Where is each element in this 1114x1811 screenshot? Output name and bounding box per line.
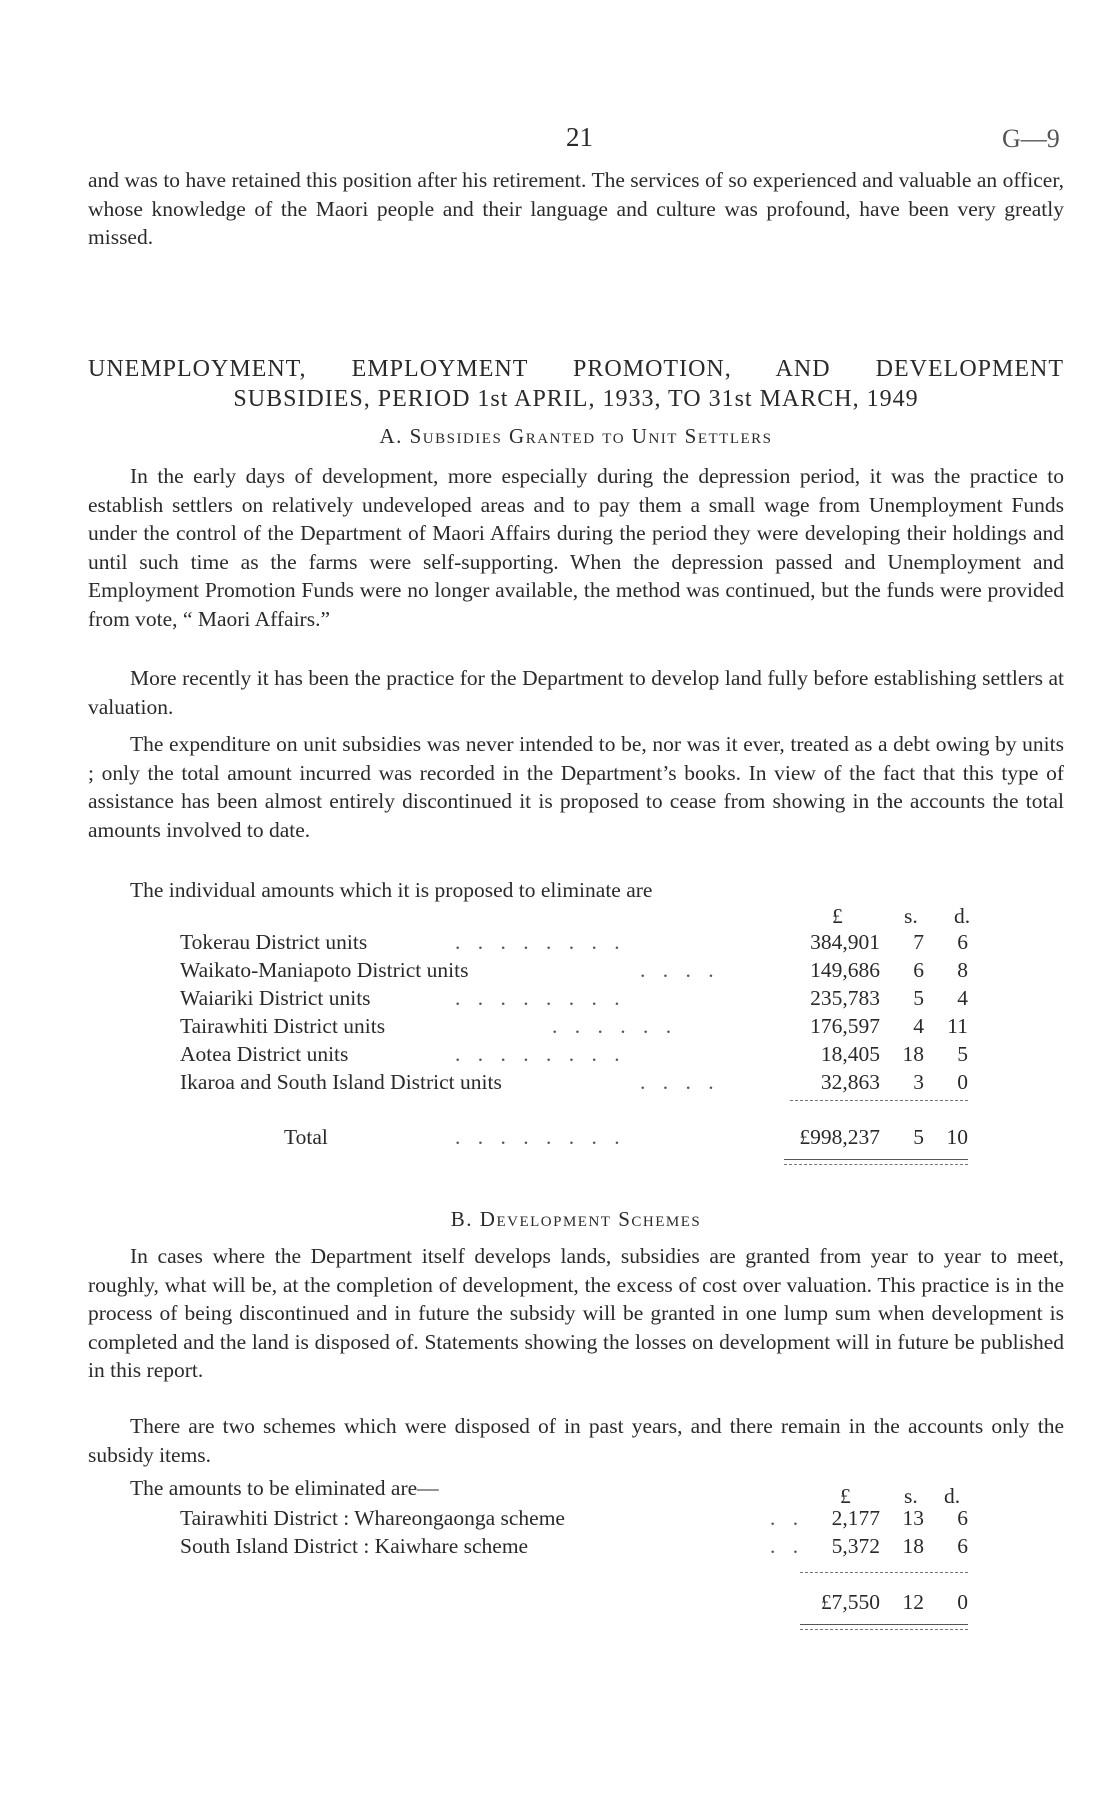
row-label: Waikato-Maniapoto District units: [180, 958, 469, 982]
document-reference: G—9: [1002, 124, 1060, 153]
row-shillings: 7: [913, 930, 924, 954]
row-shillings: 18: [902, 1534, 924, 1558]
main-heading-line1: UNEMPLOYMENT, EMPLOYMENT PROMOTION, AND DEVELOPMENT: [88, 356, 1064, 382]
page-header: [0, 122, 1114, 162]
total-label: Total: [284, 1125, 328, 1149]
row-label: Waiariki District units: [180, 986, 371, 1010]
row-pence: 11: [947, 1014, 968, 1038]
row-label: Tairawhiti District units: [180, 1014, 386, 1038]
row-shillings: 6: [913, 958, 924, 982]
row-pence: 8: [957, 958, 968, 982]
col-header-shillings: s.: [904, 1484, 918, 1508]
subtotal-rule: [800, 1572, 968, 1573]
intro-paragraph: and was to have retained this position after his retirement. The services of so experienced and valuable an officer, whose knowledge of the Maori people and their language and culture was profound, have been very greatly missed.: [88, 168, 1064, 249]
row-pence: 6: [957, 930, 968, 954]
row-shillings: 5: [913, 986, 924, 1010]
row-pounds: 32,863: [820, 1070, 880, 1094]
row-pounds: 5,372: [831, 1534, 880, 1558]
section-a-paragraph-2: More recently it has been the practice for the Department to develop land fully before establishing settlers at valuation.: [88, 666, 1064, 719]
row-pence: 4: [957, 986, 968, 1010]
total-leader-dots: . . . . . . . .: [455, 1125, 626, 1149]
total-shillings: 5: [913, 1125, 924, 1149]
col-header-pence: d.: [944, 1484, 961, 1508]
section-a-heading: A. Subsidies Granted to Unit Settlers: [379, 424, 773, 448]
section-a-paragraph-4: The individual amounts which it is proposed to eliminate are: [130, 878, 653, 902]
row-pounds: 2,177: [831, 1506, 880, 1530]
table-intro: The amounts to be eliminated are—: [130, 1476, 439, 1500]
col-header-pounds: £: [832, 904, 843, 928]
section-b-paragraph-1: In cases where the Department itself develops lands, subsidies are granted from year to year to meet, roughly, what will be, at the completion of development, the excess of cost over valuation. This practice is in the process of being discontinued and in future the subsidy will be granted in one lump sum when development is completed and the land is disposed of. Statements showing the losses on development will in future be published in this report.: [88, 1244, 1064, 1382]
total-rule-1: [800, 1624, 968, 1625]
row-label: South Island District : Kaiwhare scheme: [180, 1534, 529, 1558]
section-a-paragraph-1: In the early days of development, more especially during the depression period, it was the practice to establish settlers on relatively undeveloped areas and to pay them a small wage from Unemployment Funds under the control of the Department of Maori Affairs during the period they were developing their holdings and until such time as the farms were self-supporting. When the depression passed and Unemployment and Employment Promotion Funds were no longer available, the method was continued, but the funds were provided from vote, “ Maori Affairs.”: [88, 464, 1064, 631]
total-pounds: £7,550: [820, 1590, 880, 1614]
row-pence: 5: [957, 1042, 968, 1066]
main-heading: [88, 354, 1064, 414]
row-leader-dots: . .: [770, 1506, 805, 1530]
row-leader-dots: . . . . . . . .: [455, 930, 626, 954]
row-leader-dots: . . . . . . . .: [455, 986, 626, 1010]
row-leader-dots: . . . .: [640, 1070, 720, 1094]
section-a-paragraph-3: The expenditure on unit subsidies was never intended to be, nor was it ever, treated as a debt owing by units ; only the total amount incurred was recorded in the Department’s books. In view of the fact that this type of assistance has been almost entirely discontinued it is proposed to cease from showing in the accounts the total amounts involved to date.: [88, 732, 1064, 842]
row-pence: 6: [957, 1506, 968, 1530]
total-rule-2: [784, 1164, 968, 1165]
row-leader-dots: . . . .: [640, 958, 720, 982]
row-label: Tokerau District units: [180, 930, 368, 954]
col-header-pounds: £: [840, 1484, 851, 1508]
total-pounds: £998,237: [799, 1125, 880, 1149]
col-header-shillings: s.: [904, 904, 918, 928]
total-pence: 10: [946, 1125, 968, 1149]
total-shillings: 12: [902, 1590, 924, 1614]
row-leader-dots: . .: [770, 1534, 805, 1558]
row-shillings: 3: [913, 1070, 924, 1094]
row-pounds: 384,901: [810, 930, 880, 954]
row-pence: 6: [957, 1534, 968, 1558]
row-label: Aotea District units: [180, 1042, 349, 1066]
row-pounds: 235,783: [810, 986, 880, 1010]
row-shillings: 4: [913, 1014, 924, 1038]
row-label: Ikaroa and South Island District units: [180, 1070, 502, 1094]
row-leader-dots: . . . . . . . .: [455, 1042, 626, 1066]
row-leader-dots: . . . . . .: [552, 1014, 678, 1038]
row-shillings: 18: [902, 1042, 924, 1066]
total-pence: 0: [957, 1590, 968, 1614]
row-pounds: 18,405: [820, 1042, 880, 1066]
page-number: 21: [566, 122, 593, 152]
row-label: Tairawhiti District : Whareongaonga scheme: [180, 1506, 565, 1530]
total-rule-1: [784, 1159, 968, 1160]
col-header-pence: d.: [954, 904, 971, 928]
row-pounds: 149,686: [810, 958, 880, 982]
total-rule-2: [800, 1629, 968, 1630]
row-pounds: 176,597: [810, 1014, 880, 1038]
row-pence: 0: [957, 1070, 968, 1094]
section-b-heading: B. Development Schemes: [450, 1207, 702, 1231]
subtotal-rule: [790, 1100, 968, 1101]
section-b-paragraph-2: There are two schemes which were disposed of in past years, and there remain in the accounts only the subsidy items.: [88, 1414, 1064, 1467]
row-shillings: 13: [902, 1506, 924, 1530]
main-heading-line2: SUBSIDIES, PERIOD 1st APRIL, 1933, TO 31st MARCH, 1949: [233, 386, 919, 412]
